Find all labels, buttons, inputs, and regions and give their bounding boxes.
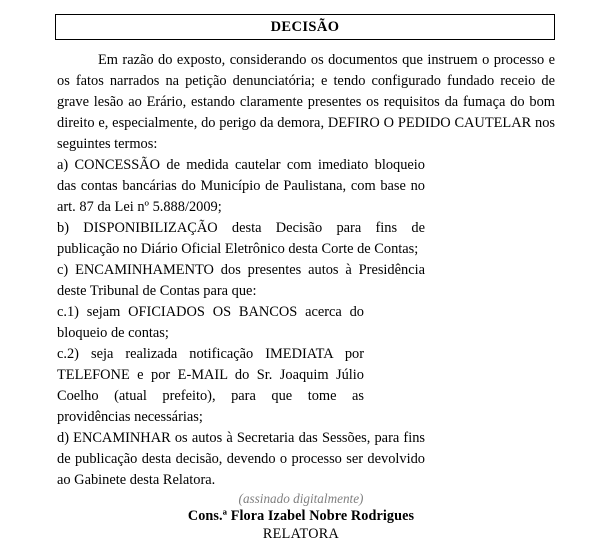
signatory-name: Cons.ª Flora Izabel Nobre Rodrigues — [187, 508, 415, 524]
decision-subitem-c2: c.2) seja realizada notificação IMEDIATA por TELEFONE e por E-MAIL do Sr. Joaquim Júlio Coelho (atual prefeito), para que tome as providências necessárias; — [57, 346, 364, 425]
lead-paragraph: Em razão do exposto, considerando os documentos que instruem o processo e os fatos narrados na petição denunciatória; e tendo configurado fundado receio de grave lesão ao Erário, estando claramente presentes os requisitos da fumaça do bom direito e, especialmente, do perigo da demora, DEFIRO O PEDIDO CAUTELAR nos seguintes termos: — [57, 52, 555, 152]
decision-item-a: a) CONCESSÃO de medida cautelar com imediato bloqueio das contas bancárias do Município de Paulistana, com base no art. 87 da Lei nº 5.888/2009; — [57, 157, 425, 215]
decision-subitem-c1: c.1) sejam OFICIADOS OS BANCOS acerca do bloqueio de contas; — [57, 304, 364, 341]
decision-item-d: d) ENCAMINHAR os autos à Secretaria das Sessões, para fins de publicação desta decisão, devendo o processo ser devolvido ao Gabinete desta Relatora. — [57, 430, 425, 488]
signatory-role: RELATORA — [262, 526, 340, 542]
decision-item-c: c) ENCAMINHAMENTO dos presentes autos à Presidência deste Tribunal de Contas para que: — [57, 262, 425, 299]
page-title: DECISÃO — [270, 18, 340, 35]
signature-block — [0, 490, 602, 543]
decision-title-box — [55, 14, 555, 40]
document-body — [57, 50, 555, 491]
digital-signature-note: (assinado digitalmente) — [238, 491, 364, 506]
decision-item-b: b) DISPONIBILIZAÇÃO desta Decisão para fins de publicação no Diário Oficial Eletrônico desta Corte de Contas; — [57, 220, 425, 257]
